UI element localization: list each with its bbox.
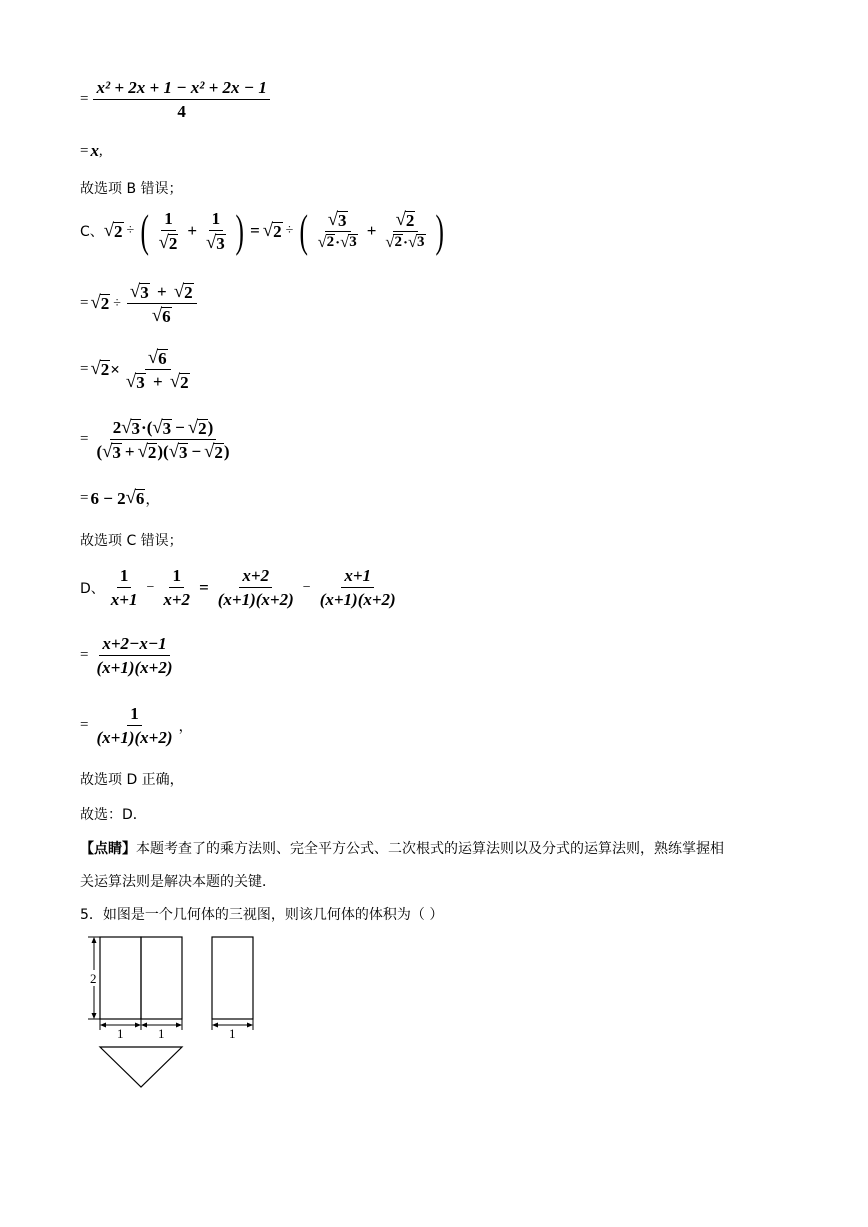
punctuation: ，: [145, 492, 160, 508]
b-conclusion: 故选项 B 错误；: [80, 181, 183, 197]
answer: 故选：D．: [80, 807, 147, 823]
dot: ·: [335, 234, 341, 251]
fraction: [315, 210, 361, 252]
width-label-right: 1: [158, 1026, 165, 1041]
fraction: $\frac{x+2}{(x+1)(x+2)}$: [217, 566, 294, 609]
equals-sign: =: [80, 490, 89, 506]
sqrt-expression: √ 3: [206, 231, 225, 253]
numerator: 1: [161, 209, 176, 231]
fraction: $\frac{x+1}{(x+1)(x+2)}$: [319, 566, 396, 609]
d-step3: [80, 704, 193, 747]
fraction: $\frac{x+2-x-1}{(x+1)(x+2)}$: [96, 634, 173, 677]
equals-sign: =: [80, 91, 89, 108]
fraction: $\frac{1}{x+2}$: [163, 566, 191, 609]
side-width-label: 1: [229, 1026, 236, 1041]
fraction: 2 √ 3 ·( √ 3 − √ 2 ) ( √ 3 + √ 2 )( √ 3 − √ 2 ): [96, 417, 230, 462]
comment-line-1: [80, 838, 785, 858]
sqrt-expression: √ 2: [395, 208, 415, 230]
c-conclusion: 故选项 C 错误；: [80, 533, 183, 549]
option-label: C、: [80, 224, 104, 240]
sqrt-expression: √ 2: [90, 292, 110, 314]
sqrt-expression: √ 3: [129, 281, 149, 302]
sqrt-expression: √ 2: [385, 231, 402, 251]
comment-line-2: 关运算法则是解决本题的关键．: [80, 874, 276, 890]
c-step5: [80, 488, 160, 509]
result-value: x: [90, 141, 99, 160]
comment-tag: 【点睛】: [80, 841, 136, 857]
plus-sign: +: [187, 221, 198, 240]
equals-sign: =: [80, 717, 89, 734]
sqrt-expression: √ 2: [137, 440, 157, 462]
minus-sign: −: [302, 579, 311, 595]
sqrt-expression: √ 2: [204, 440, 223, 462]
times-sign: ×: [110, 359, 120, 379]
fraction: [93, 78, 269, 121]
numerator: x² + 2x + 1 − x² + 2x − 1: [93, 78, 269, 100]
fraction: $\frac{1}{(x+1)(x+2)}$: [96, 704, 173, 747]
equals-sign: =: [250, 221, 260, 240]
result-value: 6 − 2: [90, 488, 126, 508]
plus-sign: +: [152, 371, 163, 391]
sqrt-expression: √ 3: [125, 370, 145, 392]
divide-sign: ÷: [285, 223, 294, 238]
d-conclusion: 故选项 D 正确，: [80, 772, 184, 788]
fraction: [156, 209, 182, 252]
fraction: [123, 348, 193, 392]
equals-sign: =: [80, 361, 89, 378]
fraction: [382, 210, 428, 252]
three-view-figure: [80, 932, 280, 1092]
sqrt-expression: √ 3: [152, 417, 172, 438]
b-step2: [80, 141, 103, 161]
sqrt-expression: √ 3: [121, 417, 141, 438]
sqrt-expression: √ 2: [169, 370, 189, 392]
sqrt-expression: √ 2: [90, 358, 110, 380]
equals-sign: =: [199, 577, 209, 597]
sqrt-expression: √ 6: [147, 347, 167, 368]
sqrt-expression: √ 2: [262, 219, 282, 241]
equals-sign: =: [80, 295, 89, 312]
denominator: 4: [177, 101, 186, 121]
front-view-left: [100, 937, 141, 1019]
minus-sign: −: [146, 579, 155, 595]
numerator: 1: [209, 209, 224, 231]
fraction: [203, 209, 229, 252]
c-step1: [80, 205, 447, 256]
punctuation: ，: [178, 719, 193, 736]
c-step4: [80, 418, 236, 462]
sqrt-expression: √ 3: [168, 440, 188, 462]
sqrt-expression: √ 2: [103, 219, 123, 241]
d-step1: [80, 566, 402, 609]
sqrt-expression: √ 6: [151, 304, 171, 326]
front-view-right: [141, 937, 182, 1019]
equals-sign: =: [80, 142, 89, 159]
plus-sign: +: [156, 282, 167, 301]
sqrt-expression: √ 3: [340, 231, 357, 251]
sqrt-expression: √ 6: [125, 487, 145, 509]
fraction: [127, 282, 197, 326]
divide-sign: ÷: [126, 223, 135, 238]
sqrt-expression: √ 2: [187, 417, 207, 438]
sqrt-expression: √ 3: [327, 208, 347, 230]
divide-sign: ÷: [113, 295, 121, 311]
equals-sign: =: [80, 431, 89, 448]
side-view: [212, 937, 253, 1019]
sqrt-expression: √ 2: [317, 231, 335, 251]
comment-text: 本题考查了的乘方法则、完全平方公式、二次根式的运算法则以及分式的运算法则，熟练掌握相: [136, 841, 724, 857]
c-step2: [80, 282, 200, 326]
dot: ·: [402, 234, 408, 251]
option-label: D、: [80, 580, 105, 597]
c-step3: [80, 348, 196, 392]
right-paren: ): [434, 205, 444, 256]
fraction: $\frac{1}{x+1}$: [110, 566, 138, 609]
left-paren: (: [140, 205, 150, 256]
top-view-triangle: [100, 1047, 182, 1087]
equals-sign: =: [80, 647, 89, 664]
sqrt-expression: √ 3: [102, 440, 121, 462]
question-5: 5．如图是一个几何体的三视图，则该几何体的体积为（ ）: [80, 907, 444, 923]
height-label: 2: [90, 971, 97, 986]
plus-sign: +: [366, 221, 377, 240]
width-label-left: 1: [117, 1026, 124, 1041]
b-step1: [80, 78, 273, 121]
sqrt-expression: √ 2: [173, 281, 193, 302]
d-step2: [80, 634, 179, 677]
right-paren: ): [235, 205, 244, 256]
sqrt-expression: √ 2: [158, 231, 178, 253]
sqrt-expression: √ 3: [407, 231, 425, 251]
punctuation: ,: [98, 142, 103, 159]
left-paren: (: [299, 205, 309, 256]
